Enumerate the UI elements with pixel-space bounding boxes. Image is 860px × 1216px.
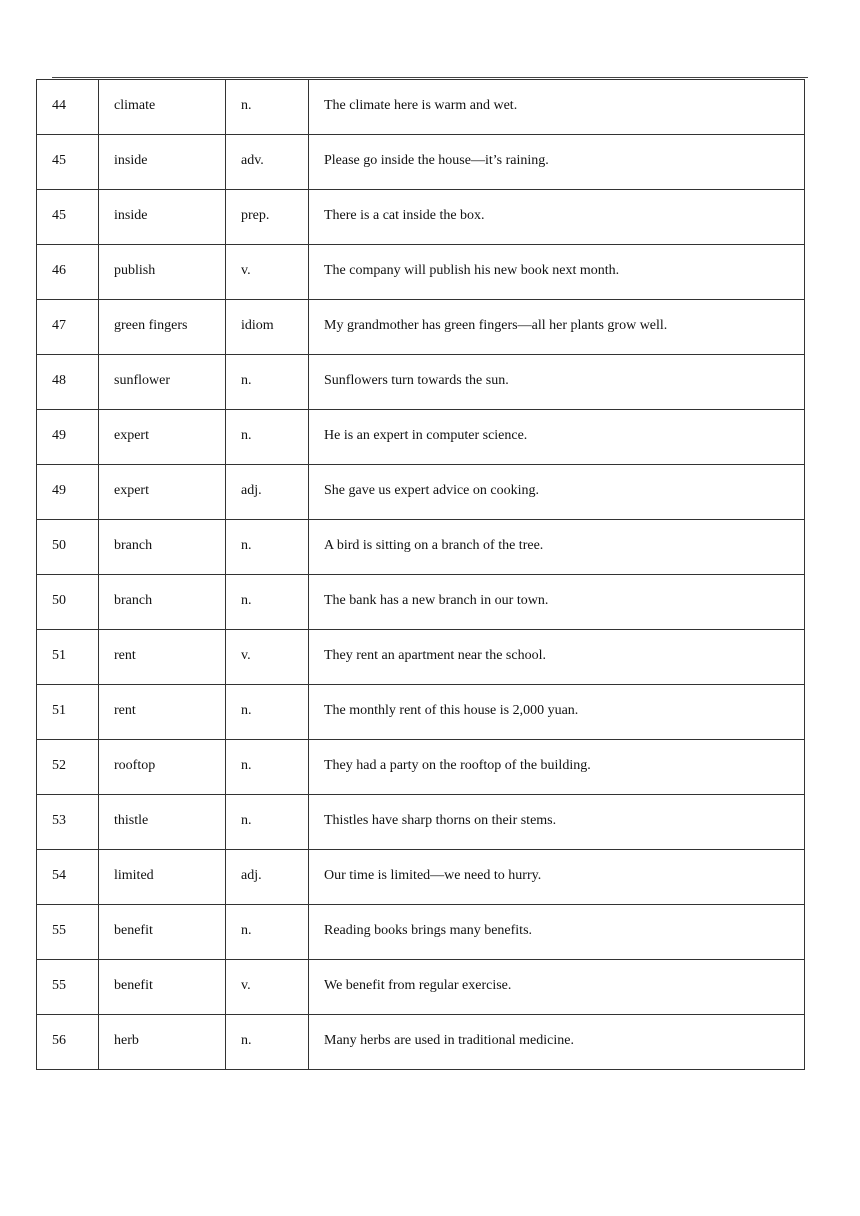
table-row [37, 135, 805, 190]
row-number: 48 [52, 373, 66, 388]
example-sentence-cell [309, 740, 805, 795]
part-of-speech-cell [226, 245, 309, 300]
part-of-speech-cell [226, 850, 309, 905]
part-of-speech: n. [241, 98, 252, 113]
example-sentence-cell [309, 135, 805, 190]
row-number: 49 [52, 428, 66, 443]
row-number: 47 [52, 318, 66, 333]
part-of-speech-cell [226, 135, 309, 190]
table-row [37, 575, 805, 630]
part-of-speech-cell [226, 795, 309, 850]
word-cell [99, 905, 226, 960]
part-of-speech-cell [226, 1015, 309, 1070]
example-sentence-cell [309, 795, 805, 850]
example-sentence: Reading books brings many benefits. [324, 923, 533, 938]
example-sentence: Many herbs are used in traditional medicine. [324, 1033, 574, 1048]
row-number: 54 [52, 868, 66, 883]
example-sentence-cell [309, 355, 805, 410]
header-rule [52, 77, 808, 78]
row-number-cell [37, 80, 99, 135]
part-of-speech: n. [241, 1033, 252, 1048]
example-sentence: The company will publish his new book next month. [324, 263, 620, 278]
table-row [37, 630, 805, 685]
table-row [37, 850, 805, 905]
word-cell [99, 685, 226, 740]
word: green fingers [114, 318, 188, 333]
part-of-speech: n. [241, 538, 252, 553]
part-of-speech: n. [241, 428, 252, 443]
part-of-speech: n. [241, 813, 252, 828]
word: branch [114, 593, 153, 608]
word-cell [99, 850, 226, 905]
table-row [37, 685, 805, 740]
part-of-speech-cell [226, 630, 309, 685]
row-number: 52 [52, 758, 66, 773]
example-sentence-cell [309, 575, 805, 630]
part-of-speech: n. [241, 703, 252, 718]
part-of-speech-cell [226, 465, 309, 520]
part-of-speech-cell [226, 905, 309, 960]
part-of-speech: idiom [241, 318, 274, 333]
part-of-speech: adv. [241, 153, 264, 168]
word-cell [99, 1015, 226, 1070]
example-sentence: Sunflowers turn towards the sun. [324, 373, 509, 388]
row-number: 50 [52, 593, 66, 608]
part-of-speech: n. [241, 373, 252, 388]
example-sentence-cell [309, 245, 805, 300]
example-sentence: There is a cat inside the box. [324, 208, 485, 223]
example-sentence-cell [309, 520, 805, 575]
word: branch [114, 538, 153, 553]
word: rooftop [114, 758, 156, 773]
word: limited [114, 868, 154, 883]
part-of-speech-cell [226, 355, 309, 410]
row-number-cell [37, 575, 99, 630]
row-number-cell [37, 630, 99, 685]
example-sentence-cell [309, 905, 805, 960]
row-number: 44 [52, 98, 66, 113]
word-cell [99, 960, 226, 1015]
part-of-speech: v. [241, 263, 251, 278]
part-of-speech-cell [226, 740, 309, 795]
row-number-cell [37, 410, 99, 465]
row-number-cell [37, 685, 99, 740]
word-cell [99, 795, 226, 850]
row-number: 55 [52, 923, 66, 938]
row-number-cell [37, 740, 99, 795]
table-row [37, 905, 805, 960]
part-of-speech-cell [226, 960, 309, 1015]
example-sentence: They had a party on the rooftop of the building. [324, 758, 591, 773]
table-row [37, 245, 805, 300]
example-sentence-cell [309, 850, 805, 905]
example-sentence-cell [309, 1015, 805, 1070]
part-of-speech-cell [226, 300, 309, 355]
table-row [37, 795, 805, 850]
table-row [37, 465, 805, 520]
row-number-cell [37, 135, 99, 190]
word-cell [99, 190, 226, 245]
example-sentence: The climate here is warm and wet. [324, 98, 518, 113]
row-number-cell [37, 795, 99, 850]
row-number-cell [37, 850, 99, 905]
table-row [37, 1015, 805, 1070]
word: expert [114, 483, 149, 498]
example-sentence: Our time is limited—we need to hurry. [324, 868, 542, 883]
row-number: 45 [52, 208, 66, 223]
row-number: 55 [52, 978, 66, 993]
part-of-speech-cell [226, 575, 309, 630]
example-sentence-cell [309, 410, 805, 465]
word: sunflower [114, 373, 170, 388]
table-row [37, 960, 805, 1015]
example-sentence: She gave us expert advice on cooking. [324, 483, 539, 498]
row-number: 45 [52, 153, 66, 168]
example-sentence: The bank has a new branch in our town. [324, 593, 549, 608]
example-sentence: He is an expert in computer science. [324, 428, 528, 443]
vocabulary-table [36, 79, 805, 1070]
example-sentence: My grandmother has green fingers—all her plants grow well. [324, 318, 668, 333]
example-sentence-cell [309, 80, 805, 135]
example-sentence-cell [309, 630, 805, 685]
word-cell [99, 465, 226, 520]
part-of-speech-cell [226, 520, 309, 575]
word: rent [114, 648, 136, 663]
row-number: 49 [52, 483, 66, 498]
word: climate [114, 98, 156, 113]
example-sentence: Please go inside the house—it’s raining. [324, 153, 549, 168]
word: publish [114, 263, 156, 278]
part-of-speech: v. [241, 978, 251, 993]
part-of-speech: n. [241, 923, 252, 938]
part-of-speech: n. [241, 593, 252, 608]
row-number-cell [37, 905, 99, 960]
row-number-cell [37, 355, 99, 410]
part-of-speech: adj. [241, 868, 262, 883]
row-number-cell [37, 960, 99, 1015]
row-number: 56 [52, 1033, 66, 1048]
word-cell [99, 245, 226, 300]
word-cell [99, 520, 226, 575]
word-cell [99, 630, 226, 685]
example-sentence-cell [309, 190, 805, 245]
word-cell [99, 80, 226, 135]
part-of-speech: v. [241, 648, 251, 663]
table-row [37, 740, 805, 795]
example-sentence-cell [309, 685, 805, 740]
part-of-speech-cell [226, 685, 309, 740]
row-number-cell [37, 190, 99, 245]
example-sentence: Thistles have sharp thorns on their stems. [324, 813, 557, 828]
row-number-cell [37, 465, 99, 520]
table-row [37, 520, 805, 575]
word: benefit [114, 978, 153, 993]
row-number-cell [37, 1015, 99, 1070]
part-of-speech-cell [226, 190, 309, 245]
word-cell [99, 355, 226, 410]
word-cell [99, 135, 226, 190]
example-sentence: A bird is sitting on a branch of the tree. [324, 538, 544, 553]
row-number: 53 [52, 813, 66, 828]
part-of-speech: prep. [241, 208, 270, 223]
word-cell [99, 410, 226, 465]
example-sentence-cell [309, 465, 805, 520]
row-number: 50 [52, 538, 66, 553]
example-sentence-cell [309, 300, 805, 355]
table-row [37, 410, 805, 465]
word-cell [99, 575, 226, 630]
row-number: 51 [52, 648, 66, 663]
example-sentence: They rent an apartment near the school. [324, 648, 546, 663]
table-row [37, 80, 805, 135]
word: rent [114, 703, 136, 718]
word: benefit [114, 923, 153, 938]
row-number-cell [37, 245, 99, 300]
part-of-speech: n. [241, 758, 252, 773]
part-of-speech-cell [226, 80, 309, 135]
word: herb [114, 1033, 139, 1048]
example-sentence: We benefit from regular exercise. [324, 978, 512, 993]
table-row [37, 300, 805, 355]
word: inside [114, 208, 148, 223]
table-row [37, 190, 805, 245]
row-number: 46 [52, 263, 66, 278]
row-number-cell [37, 520, 99, 575]
part-of-speech: adj. [241, 483, 262, 498]
part-of-speech-cell [226, 410, 309, 465]
word: inside [114, 153, 148, 168]
table-row [37, 355, 805, 410]
word: expert [114, 428, 149, 443]
word-cell [99, 740, 226, 795]
word: thistle [114, 813, 149, 828]
row-number: 51 [52, 703, 66, 718]
vocabulary-table-body [37, 80, 805, 1070]
word-cell [99, 300, 226, 355]
example-sentence: The monthly rent of this house is 2,000 yuan. [324, 703, 579, 718]
row-number-cell [37, 300, 99, 355]
example-sentence-cell [309, 960, 805, 1015]
